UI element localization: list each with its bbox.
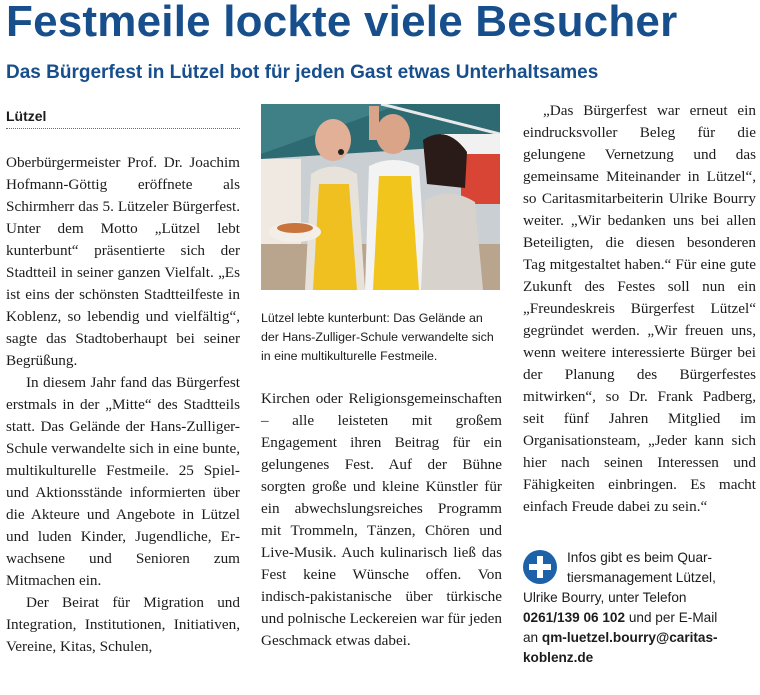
paragraph-4: Kirchen oder Religionsgemeinschaften – alle leisteten mit großem Engagement ihren Beitrag für ein gelungenes Fest. Auf der Bühne sorgten große und kleine Künstler für ein abwechslungsreiches Programm mit Trommeln, Tänzen, Chören und Live-Musik. Auch kulinarisch ließ das Fest keine Wünsche offen. Von indisch-pakistanische über türkische und polnische Leckereien war für jeden Geschmack etwas dabei. bbox=[261, 390, 502, 649]
info-box bbox=[523, 548, 756, 668]
info-line-3: Ulrike Bourry, unter Telefon bbox=[523, 590, 687, 605]
email-address-part1: qm-luetzel.bourry@caritas- bbox=[541, 630, 718, 645]
subheadline: Das Bürgerfest in Lützel bot für jeden Gast etwas Unterhaltsames bbox=[6, 62, 599, 83]
festival-photo bbox=[261, 104, 500, 290]
phone-suffix: und per E-Mail bbox=[625, 610, 718, 625]
paragraph-5: „Das Bürgerfest war erneut ein eindrucksvoller Beleg für die gelungene Vernetzung und das gemeinsame Miteinander in Lützel“, so Caritasmitarbeiterin Ulrike Bourry weiter. „Wir bedanken uns bei allen Beteiligten, die diesen besonderen Tag mitgestaltet haben.“ Für eine gute Zukunft des Festes soll nun ein „Freundeskreis Bürgerfest Lützel“ gegründet werden. „Wir freuen uns, wenn weitere interessierte Bürger bei der Planung des Bürgerfestes mitwirken“, so Dr. Frank Padberg, seit fünf Jahren Mitglied im Organisationsteam, „Jeder kann sich hier nach seinen Interessen und Fähigkeiten einbringen. Es macht einfach Freude dabei zu sein.“ bbox=[523, 102, 756, 515]
article-column-1 bbox=[6, 100, 240, 658]
email-prefix: an bbox=[523, 630, 542, 645]
phone-number: 0261/139 06 102 bbox=[523, 610, 626, 625]
paragraph-3: Der Beirat für Migration und Integration, Institutionen, Initiativen, Vereine, Kitas, Schulen, bbox=[6, 594, 240, 655]
info-line-2: tiersmanagement Lützel, bbox=[567, 570, 716, 585]
photo-caption: Lützel lebte kunterbunt: Das Gelände an der Hans-Zulliger-Schule verwandelte sich in eine multikulturelle Festmeile. bbox=[261, 311, 494, 363]
article-column-2 bbox=[261, 100, 502, 652]
info-line-4 bbox=[523, 608, 756, 628]
dateline: Lützel bbox=[6, 106, 240, 129]
paragraph-2: In diesem Jahr fand das Bürgerfest erstmals in der „Mitte“ des Stadtteils statt. Das Gelände der Hans-Zulliger-Schule verwandelte sich in eine bunte, multikulturelle Festmeile. 25 Spiel- und Aktionsstände informierten über die Akteure und Angebote in Lützel und luden Kinder, Jugendliche, Erwachsene und Senioren zum Mitmachen ein. bbox=[6, 374, 240, 589]
email-address-part2: koblenz.de bbox=[523, 650, 594, 665]
plus-icon bbox=[523, 550, 557, 584]
paragraph-1: Oberbürgermeister Prof. Dr. Joachim Hofmann-Göttig eröffnete als Schirmherr das 5. Lützeler Bürgerfest. Unter dem Motto „Lützel lebt kunterbunt“ präsentierte sich der Stadtteil in seiner ganzen Vielfalt. „Es ist eins der schönsten Stadtteilfeste in Koblenz, so lebendig und vielfältig“, sagte das Stadtoberhaupt bei seiner Begrüßung. bbox=[6, 154, 240, 369]
info-line-1: Infos gibt es beim Quar- bbox=[567, 550, 713, 565]
article-column-3 bbox=[523, 100, 756, 668]
info-line-5 bbox=[523, 628, 756, 648]
headline: Festmeile lockte viele Besucher bbox=[6, 0, 678, 46]
